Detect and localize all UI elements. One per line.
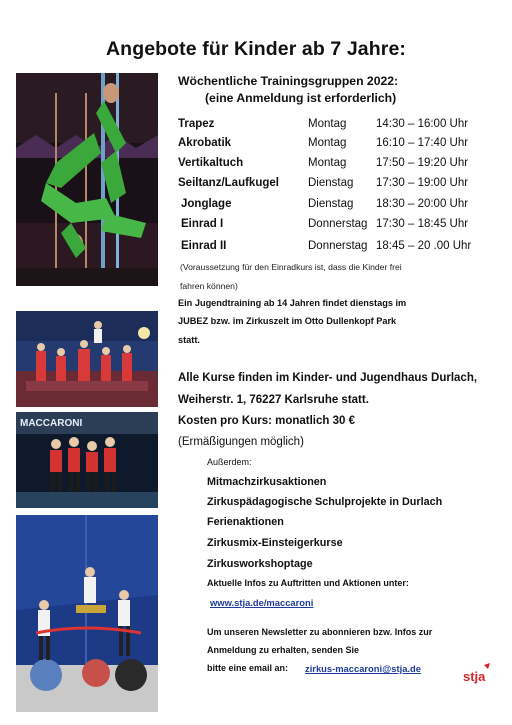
page-title: Angebote für Kinder ab 7 Jahre: (106, 38, 406, 60)
newsletter-line-3: bitte eine email an: (207, 663, 289, 673)
schedule-row (178, 240, 498, 256)
course-day: Montag (308, 157, 347, 169)
course-time: 16:10 – 17:40 Uhr (376, 137, 469, 149)
extras-item: Mitmachzirkusaktionen (207, 476, 327, 488)
schedule-row (178, 218, 498, 234)
discount-line: (Ermäßigungen möglich) (178, 436, 304, 448)
svg-text:stja: stja (463, 669, 486, 684)
circus-tent-photo (16, 515, 158, 712)
course-day: Montag (308, 137, 347, 149)
course-day: Donnerstag (308, 218, 368, 230)
course-day: Donnerstag (308, 240, 368, 252)
extras-item: Zirkusworkshoptage (207, 558, 313, 570)
schedule-heading: Wöchentliche Trainingsgruppen 2022: (178, 74, 399, 88)
course-name: Akrobatik (178, 137, 232, 149)
unicycle-note: (Voraussetzung für den Einradkurs ist, dass die Kinder frei (180, 262, 402, 272)
course-day: Montag (308, 118, 347, 130)
extras-item: Zirkuspädagogische Schulprojekte in Durlach (207, 496, 443, 508)
stage-group-photo (16, 311, 158, 407)
course-name: Vertikaltuch (178, 157, 244, 169)
trapeze-photo (16, 73, 158, 286)
schedule-row (178, 137, 498, 153)
newsletter-line-2: Anmeldung zu erhalten, senden Sie (207, 645, 360, 655)
unicycle-note-cont: fahren können) (180, 281, 238, 291)
youth-line-1: Ein Jugendtraining ab 14 Jahren findet dienstags im (178, 298, 407, 308)
course-name: Einrad I (181, 218, 224, 230)
cost-line: Kosten pro Kurs: monatlich 30 € (178, 415, 356, 427)
course-name: Seiltanz/Laufkugel (178, 177, 279, 189)
svg-text:MACCARONI: MACCARONI (20, 418, 83, 429)
course-time: 18:45 – 20 .00 Uhr (376, 240, 472, 252)
email-link[interactable]: zirkus-maccaroni@stja.de (305, 663, 421, 674)
location-line-1: Alle Kurse finden im Kinder- und Jugendhaus Durlach, (178, 372, 478, 384)
website-link[interactable]: www.stja.de/maccaroni (210, 597, 314, 608)
schedule-row (178, 177, 498, 193)
course-time: 14:30 – 16:00 Uhr (376, 118, 469, 130)
course-name: Trapez (178, 118, 215, 130)
course-day: Dienstag (308, 198, 354, 210)
extras-item: Zirkusmix-Einsteigerkurse (207, 537, 343, 549)
course-time: 17:30 – 18:45 Uhr (376, 218, 469, 230)
current-info-text: Aktuelle Infos zu Auftritten und Aktionen unter: (207, 578, 409, 588)
course-day: Dienstag (308, 177, 354, 189)
youth-line-3: statt. (178, 335, 200, 345)
performers-photo (16, 412, 158, 508)
course-name: Einrad II (181, 240, 227, 252)
extras-label: Außerdem: (207, 457, 252, 467)
course-name: Jonglage (181, 198, 232, 210)
extras-item: Ferienaktionen (207, 516, 284, 528)
course-time: 17:50 – 19:20 Uhr (376, 157, 469, 169)
schedule-row (178, 118, 498, 134)
course-time: 17:30 – 19:00 Uhr (376, 177, 469, 189)
youth-line-2: JUBEZ bzw. im Zirkuszelt im Otto Dullenkopf Park (178, 316, 397, 326)
stja-logo (462, 663, 496, 685)
course-time: 18:30 – 20:00 Uhr (376, 198, 469, 210)
location-line-2: Weiherstr. 1, 76227 Karlsruhe statt. (178, 394, 369, 406)
newsletter-line-1: Um unseren Newsletter zu abonnieren bzw. Infos zur (207, 627, 433, 637)
schedule-row (178, 198, 498, 214)
schedule-row (178, 157, 498, 173)
schedule-subheading: (eine Anmeldung ist erforderlich) (205, 91, 397, 105)
